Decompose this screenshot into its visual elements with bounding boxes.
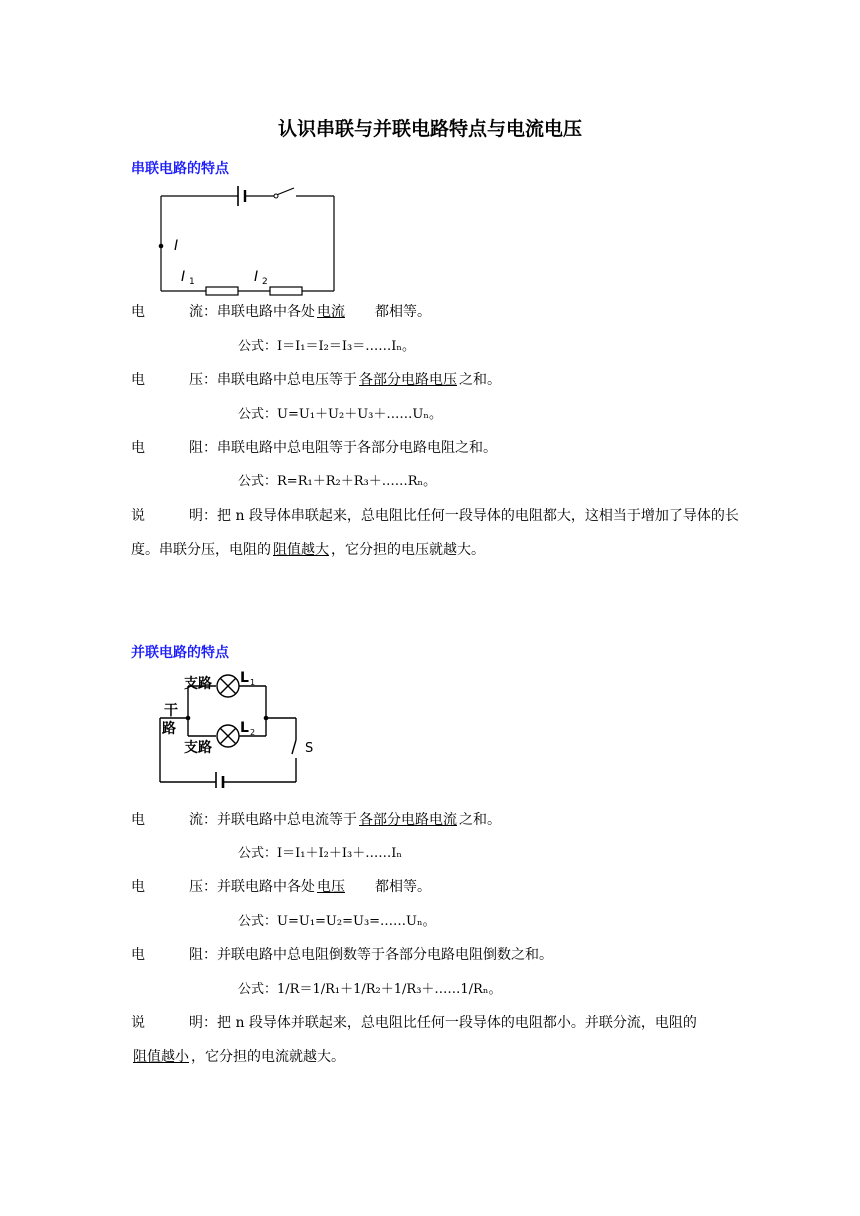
parallel-heading: 并联电路的特点 (131, 645, 229, 661)
series-current-line: 电 流 ：串联电路中各处 电流 都相等。 (131, 304, 431, 320)
parallel-voltage-formula: 公式：U=U₁=U₂=U₃=……Uₙ。 (238, 914, 436, 929)
parallel-note-blank: 阻值越小 (133, 1049, 189, 1065)
series-circuit-diagram (150, 180, 350, 300)
parallel-current-line: 电 流 ：并联电路中总电流等于 各部分电路电流 之和。 (131, 812, 501, 828)
lamp2-label: L (240, 720, 249, 736)
series-resistance-line: 电 阻 ：串联电路中总电阻等于各部分电路电阻之和。 (131, 440, 497, 456)
branch-top-label: 支路 (184, 676, 212, 692)
parallel-resistance-formula: 公式：1/R＝1/R₁＋1/R₂＋1/R₃＋……1/Rₙ。 (238, 982, 502, 997)
parallel-circuit-diagram (150, 668, 340, 788)
main-line-label-2: 路 (162, 721, 176, 737)
series-label-I1-sub: 1 (189, 277, 195, 287)
series-label-I: I (174, 238, 179, 254)
series-heading: 串联电路的特点 (131, 161, 229, 177)
series-note: 说 明 ：把 n 段导体串联起来，总电阻比任何一段导体的电阻都大，这相当于增加了导体的长度。串联分压，电阻的 阻值越大 ，它分担的电压就越大。 (131, 499, 741, 567)
parallel-voltage-blank: 电压 (317, 879, 345, 895)
series-label-I2-sub: 2 (262, 277, 268, 287)
parallel-voltage-line: 电 压 ：并联电路中各处 电压 都相等。 (131, 879, 431, 895)
lamp2-sub: 2 (250, 728, 256, 737)
series-current-blank: 电流 (317, 304, 345, 320)
parallel-current-blank: 各部分电路电流 (359, 812, 457, 828)
lamp1-sub: 1 (250, 678, 256, 687)
branch-bottom-label: 支路 (184, 740, 212, 756)
parallel-note: 说 明 ：把 n 段导体并联起来，总电阻比任何一段导体的电阻都小。并联分流，电阻的阻值越小 ，它分担的电流就越大。 (131, 1006, 741, 1074)
series-voltage-blank: 各部分电路电压 (359, 372, 457, 388)
series-label-I1: I (181, 269, 186, 285)
parallel-current-formula: 公式：I＝I₁＋I₂＋I₃＋……Iₙ (238, 846, 402, 861)
series-voltage-formula: 公式：U=U₁＋U₂＋U₃＋……Uₙ。 (238, 407, 442, 422)
switch-label: S (305, 741, 314, 756)
series-label-I2: I (254, 269, 259, 285)
series-voltage-line: 电 压 ：串联电路中总电压等于 各部分电路电压 之和。 (131, 372, 501, 388)
lamp1-label: L (240, 670, 249, 686)
series-note-blank: 阻值越大 (273, 542, 329, 558)
series-current-formula: 公式：I＝I₁＝I₂＝I₃＝……Iₙ。 (238, 339, 415, 354)
parallel-resistance-line: 电 阻 ：并联电路中总电阻倒数等于各部分电路电阻倒数之和。 (131, 947, 553, 963)
page-title: 认识串联与并联电路特点与电流电压 (277, 118, 582, 140)
series-resistance-formula: 公式：R=R₁＋R₂＋R₃＋……Rₙ。 (238, 474, 437, 489)
main-line-label-1: 干 (164, 703, 178, 719)
